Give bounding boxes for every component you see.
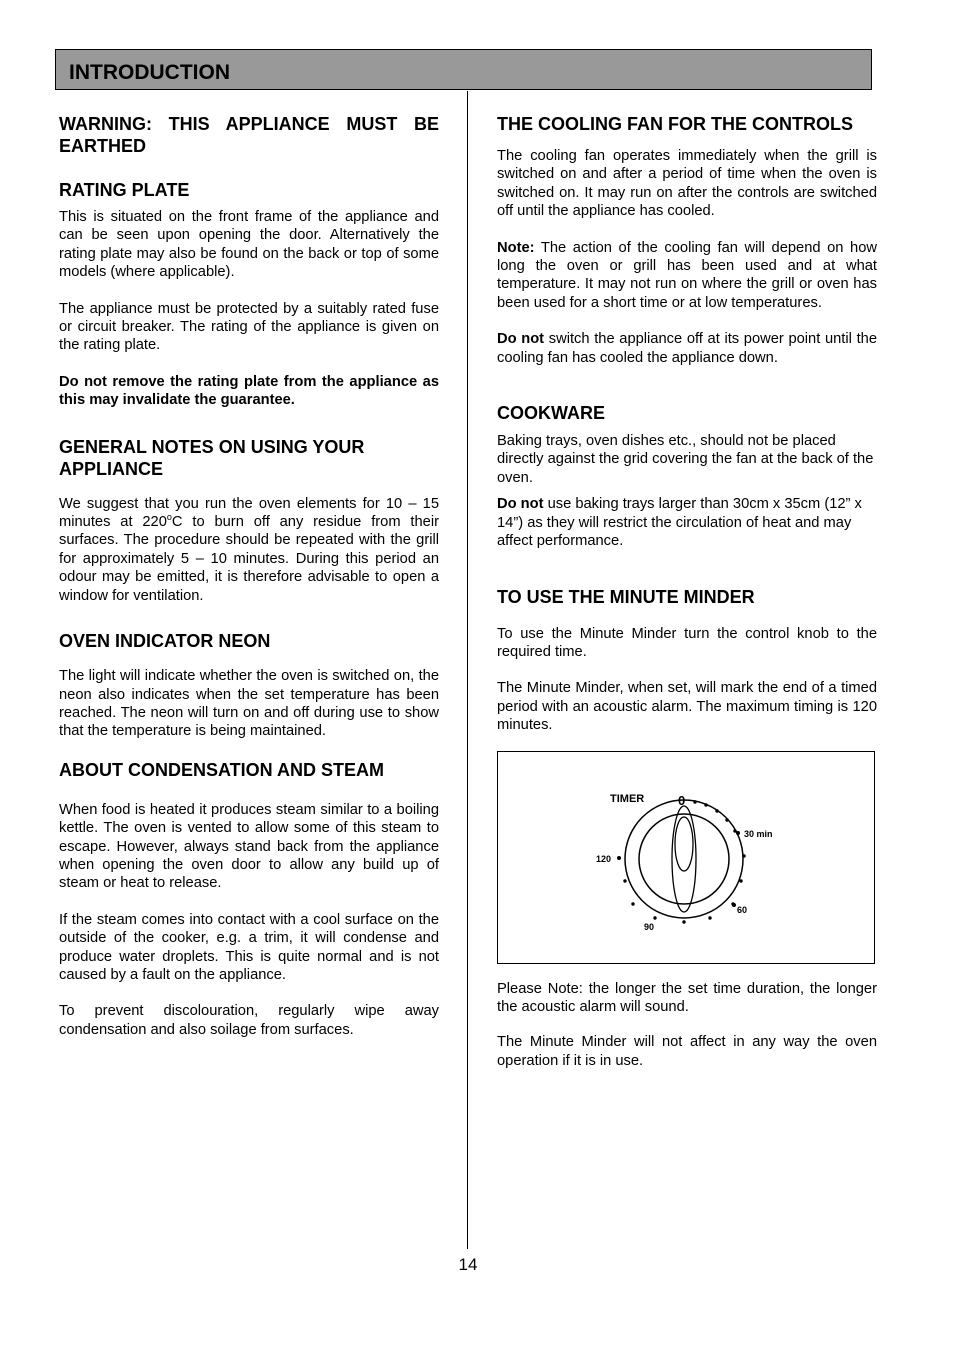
cooling-fan-heading: THE COOLING FAN FOR THE CONTROLS bbox=[497, 114, 853, 134]
column-divider bbox=[467, 91, 468, 1249]
cooling-fan-paragraph: The cooling fan operates immediately when the grill is switched on and after a period of time when the oven is switched on. It may run on after the controls are switched off until the appliance has cooled. bbox=[497, 148, 877, 220]
cookware-paragraph-1: Baking trays, oven dishes etc., should not be placed directly against the grid covering the fan at the back of the oven. bbox=[497, 433, 874, 486]
rating-plate-paragraph-2: The appliance must be protected by a suitably rated fuse or circuit breaker. The rating of the appliance is given on the rating plate. bbox=[59, 300, 439, 354]
timer-90-mark: 90 bbox=[644, 921, 655, 932]
timer-60-mark: 60 bbox=[737, 904, 748, 915]
cooling-fan-note: Note: The action of the cooling fan will depend on how long the oven or grill has been used and at what temperature. It may not run on where the grill or oven has been used for a short time or at low temperatures. bbox=[497, 239, 877, 311]
dial-outer-ring bbox=[625, 800, 743, 918]
minute-minder-paragraph-4: The Minute Minder will not affect in any way the oven operation if it is in use. bbox=[497, 1034, 877, 1069]
condensation-paragraph-1: When food is heated it produces steam similar to a boiling kettle. The oven is vented to allow some of this steam to escape. However, always stand back from the appliance when opening the oven door to allow any build up of steam or heat to release. bbox=[59, 801, 439, 892]
timer-label: TIMER bbox=[610, 792, 645, 805]
oven-neon-heading: OVEN INDICATOR NEON bbox=[59, 631, 271, 652]
page-number: 14 bbox=[458, 1255, 478, 1274]
knob-pointer bbox=[675, 817, 693, 871]
condensation-paragraph-3: To prevent discolouration, regularly wipe away condensation and also soilage from surfaces. bbox=[59, 1003, 439, 1038]
timer-dial-svg bbox=[498, 752, 876, 965]
minute-minder-paragraph-2: The Minute Minder, when set, will mark the end of a timed period with an acoustic alarm. The maximum timing is 120 minutes. bbox=[497, 680, 877, 734]
rating-plate-paragraph-1: This is situated on the front frame of the appliance and can be seen upon opening the door. Alternatively the rating plate may also be found on the back or top of some models (where applicable). bbox=[59, 209, 439, 281]
rating-plate-heading: RATING PLATE bbox=[59, 180, 190, 200]
minute-minder-paragraph-1: To use the Minute Minder turn the control knob to the required time. bbox=[497, 625, 877, 660]
condensation-paragraph-2: If the steam comes into contact with a cool surface on the outside of the cooker, e.g. a trim, it will condense and produce water droplets. This is quite normal and is not caused by a fault on the appliance. bbox=[59, 911, 439, 983]
cookware-heading: COOKWARE bbox=[497, 403, 605, 424]
oven-neon-paragraph: The light will indicate whether the oven is switched on, the neon also indicates when the set temperature has been reached. The neon will turn on and off during use to show that the temperature is being maintained. bbox=[59, 668, 439, 740]
minute-minder-paragraph-3: Please Note: the longer the set time duration, the longer the acoustic alarm will sound. bbox=[497, 980, 877, 1015]
minute-minder-heading: TO USE THE MINUTE MINDER bbox=[497, 586, 755, 607]
section-header-bar bbox=[55, 49, 872, 90]
section-title: INTRODUCTION bbox=[69, 61, 230, 84]
warning-heading: WARNING: THIS APPLIANCE MUST BE EARTHED bbox=[59, 114, 439, 156]
left-column bbox=[59, 113, 439, 1039]
general-notes-paragraph: We suggest that you run the oven elements for 10 – 15 minutes at 220$^o$C to burn off any residue from their surfaces. The procedure should be repeated with the grill for approximately 5 – 10 minutes. During this period an odour may be emitted, it is therefore advisable to open a window for ventilation. bbox=[59, 495, 439, 604]
dial-inner-ring bbox=[639, 814, 729, 904]
general-notes-heading: GENERAL NOTES ON USING YOUR APPLIANCE bbox=[59, 436, 365, 479]
timer-diagram bbox=[497, 751, 875, 964]
timer-zero-mark: 0 bbox=[678, 792, 686, 808]
timer-30-mark: 30 min bbox=[744, 828, 773, 839]
condensation-heading: ABOUT CONDENSATION AND STEAM bbox=[59, 759, 384, 780]
cooling-fan-do-not: Do not switch the appliance off at its power point until the cooling fan has cooled the appliance down. bbox=[497, 331, 877, 366]
knob-grip bbox=[672, 806, 696, 912]
cookware-do-not: Do not use baking trays larger than 30cm x 35cm (12” x 14”) as they will restrict the circulation of heat and may affect performance. bbox=[497, 496, 862, 550]
rating-plate-warning: Do not remove the rating plate from the appliance as this may invalidate the guarantee. bbox=[59, 373, 439, 409]
right-column bbox=[497, 113, 877, 1070]
timer-120-mark: 120 bbox=[596, 853, 612, 864]
